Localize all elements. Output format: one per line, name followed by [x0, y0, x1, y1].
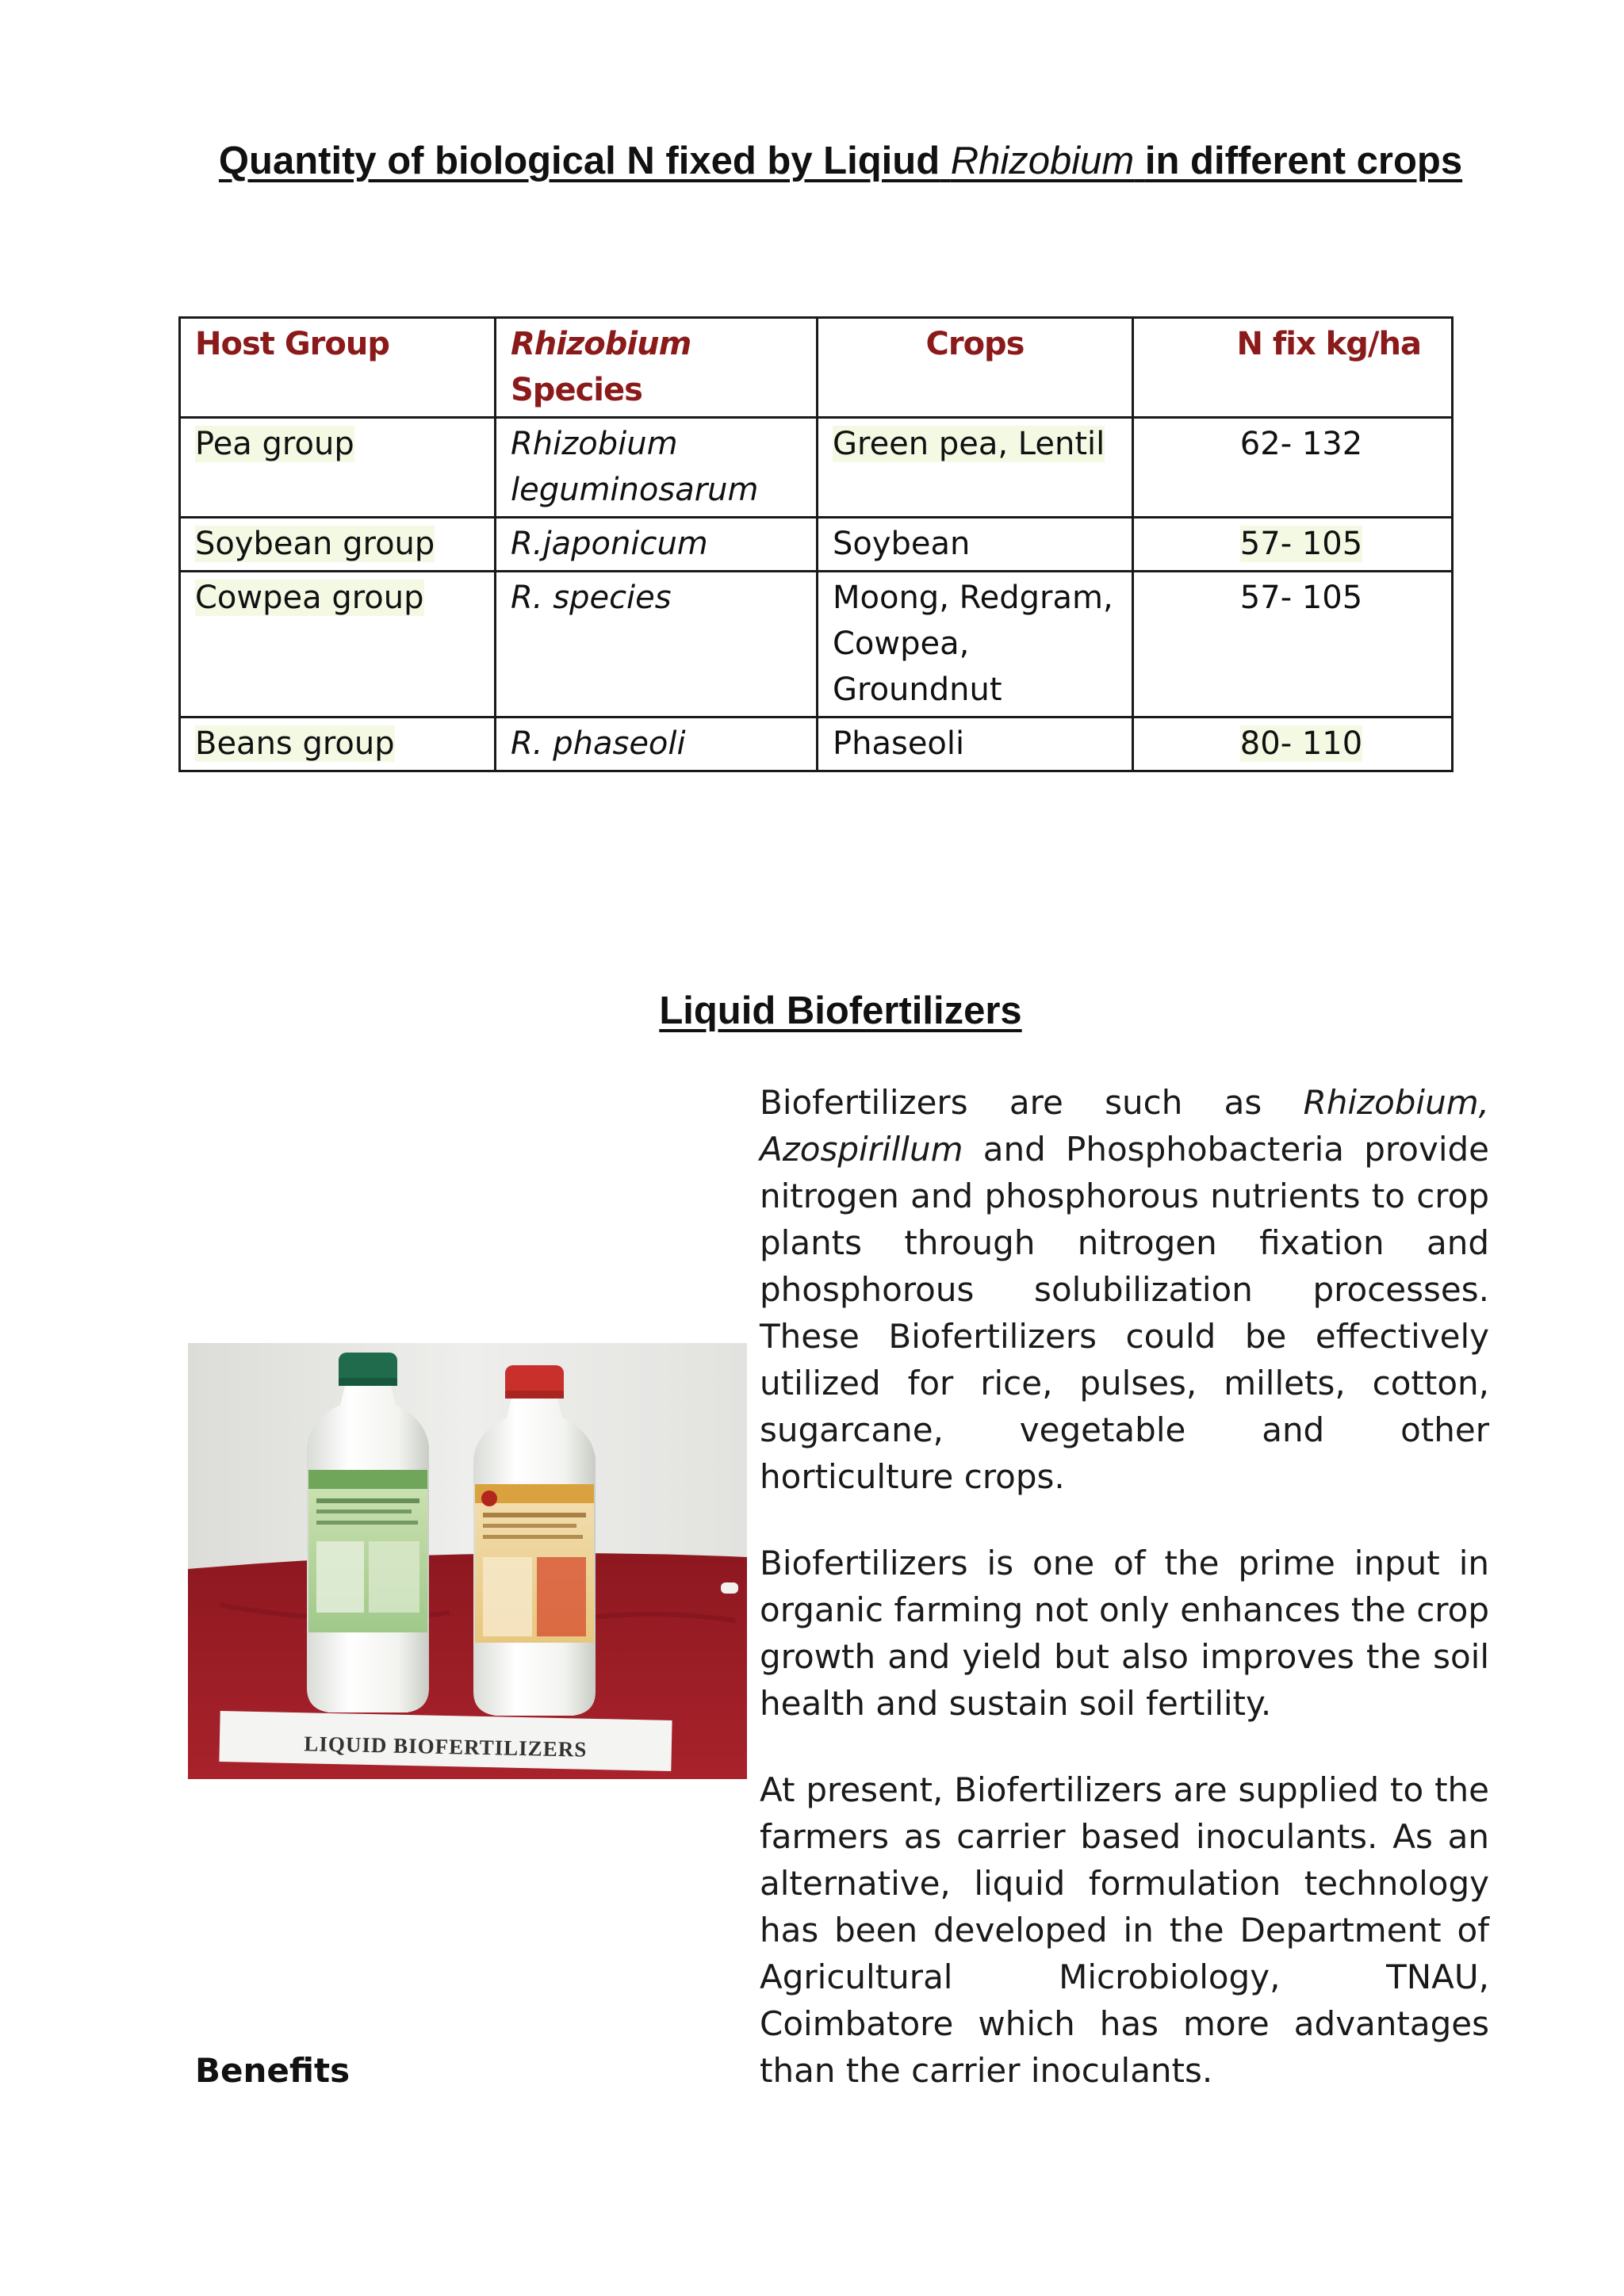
- title-text-2: in different crops: [1144, 140, 1463, 182]
- header-species: Rhizobium Species: [496, 318, 818, 418]
- cell-nfix: 57- 105: [1133, 518, 1453, 572]
- photo-card-label: LIQUID BIOFERTILIZERS: [304, 1732, 588, 1762]
- cell-species: R. species: [496, 572, 818, 718]
- paragraph-1-species: Rhizobium, Azospirillum: [760, 1083, 1489, 1169]
- cell-host-group: Beans group: [180, 718, 496, 771]
- body-text: [760, 1079, 1489, 2133]
- cell-host-group: Pea group: [180, 418, 496, 518]
- header-host-group: Host Group: [180, 318, 496, 418]
- benefits-heading: Benefits: [195, 2051, 350, 2090]
- table-row: [180, 572, 1453, 718]
- table-header-row: [180, 318, 1453, 418]
- cell-crops: Green pea, Lentil: [818, 418, 1133, 518]
- header-nfix: N fix kg/ha: [1133, 318, 1453, 418]
- cell-crops: Soybean: [818, 518, 1133, 572]
- biofertilizer-bottles-photo: [188, 1343, 747, 1779]
- table-row: [180, 418, 1453, 518]
- cell-species: R. phaseoli: [496, 718, 818, 771]
- cell-nfix: 62- 132: [1133, 418, 1453, 518]
- cell-species: Rhizobium leguminosarum: [496, 418, 818, 518]
- table-row: [180, 518, 1453, 572]
- cell-crops: Phaseoli: [818, 718, 1133, 771]
- title-text-1: Quantity of biological N fixed by Liqiud: [218, 140, 940, 182]
- nitrogen-fixation-table: [178, 316, 1454, 772]
- section-title: Liquid Biofertilizers: [659, 989, 1022, 1032]
- title-italic-species: Rhizobium: [950, 140, 1135, 182]
- table-row: [180, 718, 1453, 771]
- cell-host-group: Cowpea group: [180, 572, 496, 718]
- paragraph-3: At present, Biofertilizers are supplied to the farmers as carrier based inoculants. As an alternative, liquid formulation technology has been developed in the Department of Agricultural Microbiology, TNAU, Coimbatore which has more advantages than the carrier inoculants.: [760, 1770, 1489, 2090]
- paragraph-1: Biofertilizers are such as Rhizobium, Azospirillum and Phosphobacteria provide nitrogen and phosphorous nutrients to crop plants through nitrogen fixation and phosphorous solubilization processes. These Biofertilizers could be effectively utilized for rice, pulses, millets, cotton, sugarcane, vegetable and other horticulture crops.: [760, 1083, 1489, 1496]
- page-title: [159, 111, 1522, 211]
- cell-nfix: 80- 110: [1133, 718, 1453, 771]
- cell-host-group: Soybean group: [180, 518, 496, 572]
- cell-nfix: 57- 105: [1133, 572, 1453, 718]
- header-crops: Crops: [818, 318, 1133, 418]
- cell-species: R.japonicum: [496, 518, 818, 572]
- paragraph-2: Biofertilizers is one of the prime input in organic farming not only enhances the crop growth and yield but also improves the soil health and sustain soil fertility.: [760, 1544, 1489, 1723]
- cell-crops: Moong, Redgram, Cowpea, Groundnut: [818, 572, 1133, 718]
